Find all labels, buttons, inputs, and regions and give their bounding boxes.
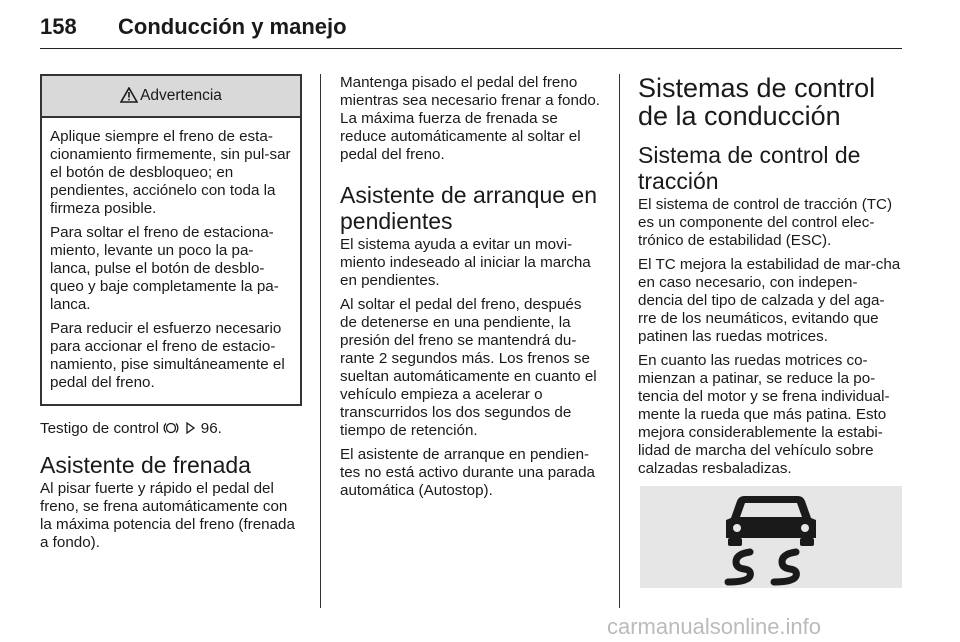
reference-prefix: Testigo de control — [40, 420, 160, 437]
warning-title: Advertencia — [140, 87, 222, 104]
brake-intro-text: Mantenga pisado el pedal del freno mientras sea necesario frenar a fondo. La máxima fuerza de frenada se reduce automáticamente al soltar el pedal del freno. — [340, 74, 601, 163]
traction-control-skid-icon — [640, 486, 902, 588]
warning-paragraph: Para soltar el freno de estaciona-miento, levante un poco la pa-lanca, pulse el botón de desblo-queo y baje completamente la pa-lanca. — [50, 224, 279, 313]
column-left — [40, 74, 302, 558]
warning-box — [40, 74, 302, 406]
traction-control-paragraph: El TC mejora la estabilidad de mar-cha en caso necesario, con indepen-dencia del tipo de calzada y del aga-rre de los neumáticos, evitando que patinen las ruedas motrices. — [638, 256, 901, 345]
traction-control-illustration — [640, 486, 902, 588]
page-number: 158 — [40, 14, 77, 39]
hill-start-heading: Asistente de arranque en pendientes — [340, 182, 598, 234]
control-light-reference — [40, 420, 302, 438]
brake-warning-light-icon — [163, 420, 179, 436]
reference-page: 96. — [200, 420, 222, 437]
column-divider-left — [320, 74, 321, 608]
page-header — [40, 14, 902, 49]
warning-body — [42, 118, 300, 404]
driving-control-systems-heading: Sistemas de control de la conducción — [638, 73, 876, 131]
hill-start-paragraph: Al soltar el pedal del freno, después de detenerse en una pendiente, la presión del freno se mantendrá du-rante 2 segundos más. Los frenos se sueltan automáticamente en cuanto el vehículo empieza a acelerar o transcurridos los dos segundos de tiempo de retención. — [340, 296, 597, 439]
brake-assist-heading: Asistente de frenada — [40, 452, 251, 478]
warning-triangle-icon — [120, 87, 138, 103]
hill-start-paragraph: El asistente de arranque en pendien-tes no está activo durante una parada automática (Autostop). — [340, 446, 595, 499]
chapter-title: Conducción y manejo — [118, 14, 347, 39]
warning-header — [42, 76, 300, 118]
column-middle — [340, 74, 602, 506]
brake-assist-text: Al pisar fuerte y rápido el pedal del freno, se frena automáticamente con la máxima potencia del freno (frenada a fondo). — [40, 480, 295, 551]
column-right — [638, 74, 902, 484]
traction-control-heading: Sistema de control de tracción — [638, 142, 861, 194]
page-reference-arrow-icon — [186, 422, 195, 434]
traction-control-paragraph: El sistema de control de tracción (TC) es un componente del control elec-trónico de estabilidad (ESC). — [638, 196, 893, 249]
warning-paragraph: Aplique siempre el freno de esta-cionamiento firmemente, sin pul-sar el botón de desbloqueo; en pendientes, acciónelo con toda la firmeza posible. — [50, 128, 291, 217]
warning-paragraph: Para reducir el esfuerzo necesario para accionar el freno de estacio-namiento, pise simultáneamente el pedal del freno. — [50, 320, 285, 391]
watermark-text: carmanualsonline.info — [607, 614, 822, 639]
hill-start-paragraph: El sistema ayuda a evitar un movi-miento indeseado al iniciar la marcha en pendientes. — [340, 236, 591, 289]
traction-control-paragraph: En cuanto las ruedas motrices co-mienzan a patinar, se reduce la po-tencia del motor y se frena individual-mente la rueda que más patina. Esto mejora considerablemente la estabi-lidad de marcha del vehículo sobre calzadas resbaladizas. — [638, 352, 890, 477]
column-divider-right — [619, 74, 620, 608]
